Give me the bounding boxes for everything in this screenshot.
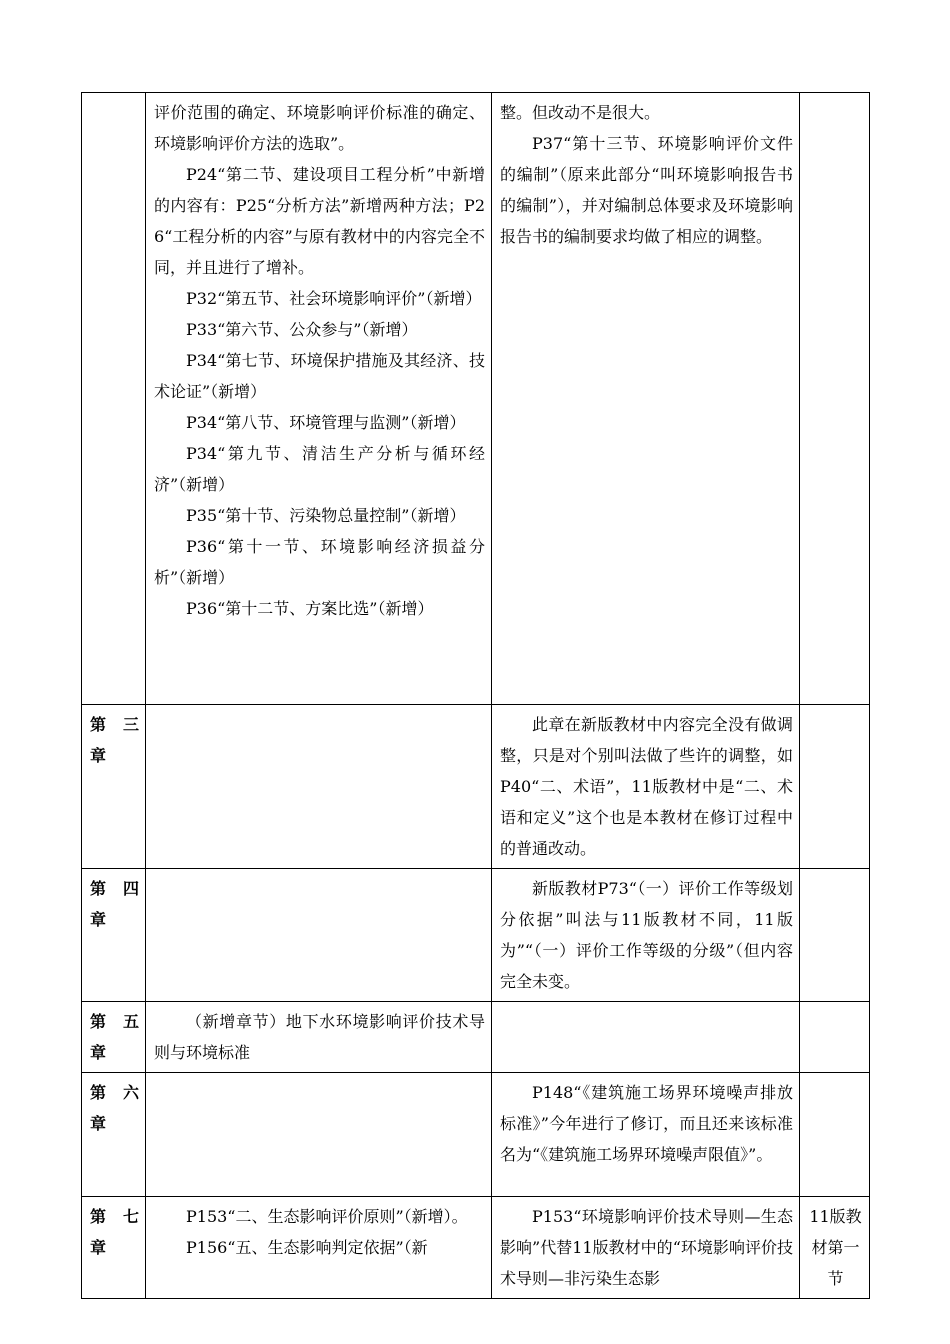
paragraph: P34“第九节、清洁生产分析与循环经济”（新增）: [154, 444, 485, 494]
paragraph: P156“五、生态影响判定依据”（新: [186, 1238, 428, 1257]
note-cell: [492, 1197, 800, 1299]
paragraph: P36“第十一节、环境影响经济损益分析”（新增）: [154, 537, 485, 587]
content-cell: [146, 705, 492, 869]
paragraph: P35“第十节、污染物总量控制”（新增）: [186, 506, 466, 525]
paragraph: 新版教材P73“（一）评价工作等级划分依据”叫法与11版教材不同，11版为”“（一）评价工作等级的分级”（但内容完全未变。: [500, 879, 793, 991]
chapter-label: 章: [90, 1043, 107, 1062]
table-row: [82, 93, 870, 705]
remark-cell: [800, 705, 870, 869]
paragraph: P148“《建筑施工场界环境噪声排放标准》”今年进行了修订，而且还来该标准名为“《建筑施工场界环境噪声限值》”。: [500, 1083, 793, 1164]
chapter-cell: [82, 1197, 146, 1299]
chapter-label: 第 五: [90, 1012, 139, 1031]
remark-cell: [800, 869, 870, 1002]
note-cell: [492, 705, 800, 869]
chapter-label: 第 三: [90, 715, 139, 734]
paragraph: P24“第二节、建设项目工程分析”中新增的内容有：P25“分析方法”新增两种方法；P26“工程分析的内容”与原有教材中的内容完全不同，并且进行了增补。: [154, 165, 485, 277]
paragraph: P36“第十二节、方案比选”（新增）: [186, 599, 434, 618]
paragraph: （新增章节）地下水环境影响评价技术导则与环境标准: [154, 1012, 485, 1062]
chapter-label: 第 四: [90, 879, 139, 898]
paragraph: P37“第十三节、环境影响评价文件的编制”（原来此部分“叫环境影响报告书的编制”），并对编制总体要求及环境影响报告书的编制要求均做了相应的调整。: [500, 134, 793, 246]
remark-text: 11版教材第一节: [809, 1207, 862, 1288]
paragraph: P34“第七节、环境保护措施及其经济、技术论证”（新增）: [154, 351, 485, 401]
note-cell: [492, 1073, 800, 1197]
chapter-cell: [82, 869, 146, 1002]
chapter-label: 章: [90, 1238, 107, 1257]
chapter-cell: [82, 1073, 146, 1197]
paragraph: P34“第八节、环境管理与监测”（新增）: [186, 413, 466, 432]
chapter-label: 章: [90, 746, 107, 765]
paragraph: P32“第五节、社会环境影响评价”（新增）: [186, 289, 482, 308]
table-row: [82, 1073, 870, 1197]
chapter-label: 第 七: [90, 1207, 139, 1226]
remark-cell: [800, 93, 870, 705]
note-cell: [492, 93, 800, 705]
chapter-cell: [82, 1002, 146, 1073]
note-cell: [492, 1002, 800, 1073]
content-cell: [146, 93, 492, 705]
comparison-table: [81, 92, 870, 1299]
paragraph: 评价范围的确定、环境影响评价标准的确定、环境影响评价方法的选取”。: [154, 103, 485, 153]
remark-cell: [800, 1002, 870, 1073]
note-cell: [492, 869, 800, 1002]
chapter-label: 第 六: [90, 1083, 139, 1102]
chapter-cell: [82, 705, 146, 869]
content-cell: [146, 1197, 492, 1299]
content-cell: [146, 1002, 492, 1073]
table-row: [82, 705, 870, 869]
chapter-cell: [82, 93, 146, 705]
paragraph: 此章在新版教材中内容完全没有做调整，只是对个别叫法做了些许的调整，如P40“二、术语”，11版教材中是“二、术语和定义”这个也是本教材在修订过程中的普通改动。: [500, 715, 793, 858]
content-cell: [146, 869, 492, 1002]
paragraph: P33“第六节、公众参与”（新增）: [186, 320, 418, 339]
table-row: [82, 1002, 870, 1073]
paragraph: 整。但改动不是很大。: [500, 103, 661, 122]
table-row: [82, 1197, 870, 1299]
content-cell: [146, 1073, 492, 1197]
remark-cell: [800, 1073, 870, 1197]
table-row: [82, 869, 870, 1002]
remark-cell: [800, 1197, 870, 1299]
chapter-label: 章: [90, 910, 107, 929]
paragraph: P153“环境影响评价技术导则—生态影响”代替11版教材中的“环境影响评价技术导则—非污染生态影: [500, 1207, 793, 1288]
chapter-label: 章: [90, 1114, 107, 1133]
paragraph: P153“二、生态影响评价原则”（新增）。: [186, 1207, 468, 1226]
